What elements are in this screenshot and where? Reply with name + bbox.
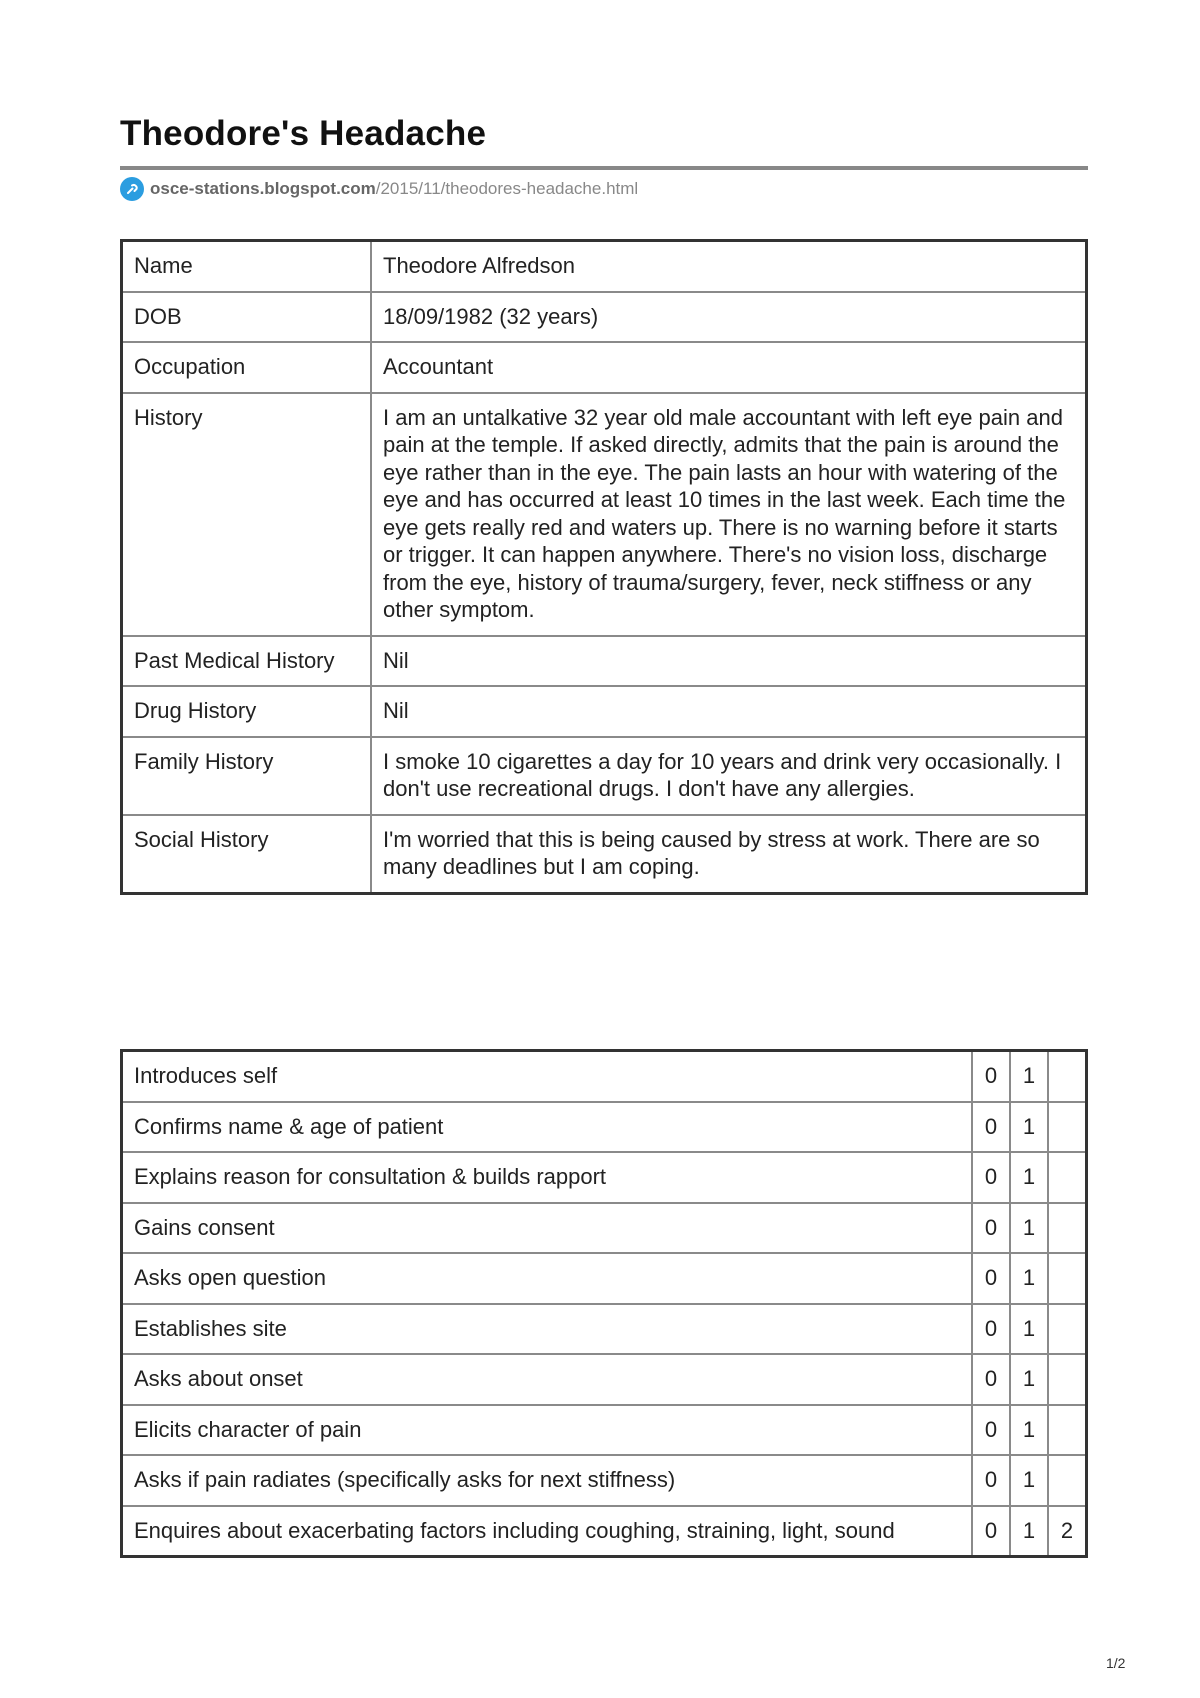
checklist-item: Introduces self [122, 1051, 973, 1102]
score-0: 0 [972, 1102, 1010, 1153]
table-row [122, 393, 1087, 636]
patient-field-value: I am an untalkative 32 year old male accountant with left eye pain and pain at the temple. If asked directly, admits that the pain is around the eye rather than in the eye. The pain lasts an hour with watering of the eye and has occurred at least 10 times in the last week. Each time the eye gets really red and waters up. There is no warning before it starts or trigger. It can happen anywhere. There's no vision loss, discharge from the eye, history of trauma/surgery, fever, neck stiffness or any other symptom. [371, 393, 1087, 636]
checklist-item: Asks if pain radiates (specifically asks for next stiffness) [122, 1455, 973, 1506]
patient-field-value: I smoke 10 cigarettes a day for 10 years and drink very occasionally. I don't use recreational drugs. I don't have any allergies. [371, 737, 1087, 815]
patient-field-value: Accountant [371, 342, 1087, 393]
table-row [122, 292, 1087, 343]
score-2 [1048, 1051, 1087, 1102]
link-icon [120, 177, 144, 201]
table-row [122, 636, 1087, 687]
score-1: 1 [1010, 1506, 1048, 1557]
score-0: 0 [972, 1152, 1010, 1203]
score-1: 1 [1010, 1405, 1048, 1456]
patient-field-value: Nil [371, 686, 1087, 737]
checklist-row [122, 1405, 1087, 1456]
patient-field-value: Theodore Alfredson [371, 241, 1087, 292]
score-1: 1 [1010, 1253, 1048, 1304]
score-2 [1048, 1102, 1087, 1153]
score-2: 2 [1048, 1506, 1087, 1557]
checklist-row [122, 1102, 1087, 1153]
checklist-row [122, 1051, 1087, 1102]
checklist-table [120, 1049, 1088, 1558]
table-row [122, 737, 1087, 815]
patient-field-label: Family History [122, 737, 372, 815]
checklist-row [122, 1253, 1087, 1304]
score-1: 1 [1010, 1152, 1048, 1203]
patient-field-label: Occupation [122, 342, 372, 393]
page-title: Theodore's Headache [120, 114, 487, 153]
score-2 [1048, 1304, 1087, 1355]
table-row [122, 241, 1087, 292]
patient-field-label: History [122, 393, 372, 636]
score-2 [1048, 1405, 1087, 1456]
score-1: 1 [1010, 1304, 1048, 1355]
checklist-row [122, 1506, 1087, 1557]
table-row [122, 815, 1087, 894]
checklist-row [122, 1354, 1087, 1405]
table-row [122, 342, 1087, 393]
checklist-row [122, 1203, 1087, 1254]
checklist-item: Elicits character of pain [122, 1405, 973, 1456]
patient-field-label: Name [122, 241, 372, 292]
patient-field-label: Social History [122, 815, 372, 894]
score-1: 1 [1010, 1051, 1048, 1102]
checklist-row [122, 1152, 1087, 1203]
score-1: 1 [1010, 1354, 1048, 1405]
patient-field-label: Past Medical History [122, 636, 372, 687]
score-0: 0 [972, 1455, 1010, 1506]
source-url[interactable] [120, 176, 638, 202]
score-2 [1048, 1354, 1087, 1405]
patient-field-value: Nil [371, 636, 1087, 687]
score-0: 0 [972, 1051, 1010, 1102]
patient-field-value: 18/09/1982 (32 years) [371, 292, 1087, 343]
patient-info-table [120, 239, 1088, 895]
title-divider [120, 166, 1088, 170]
table-row [122, 686, 1087, 737]
patient-field-value: I'm worried that this is being caused by stress at work. There are so many deadlines but I am coping. [371, 815, 1087, 894]
page-number: 1/2 [1106, 1655, 1126, 1671]
score-2 [1048, 1152, 1087, 1203]
score-2 [1048, 1203, 1087, 1254]
score-2 [1048, 1455, 1087, 1506]
score-0: 0 [972, 1203, 1010, 1254]
checklist-row [122, 1455, 1087, 1506]
score-1: 1 [1010, 1203, 1048, 1254]
score-1: 1 [1010, 1102, 1048, 1153]
source-host[interactable]: osce-stations.blogspot.com [150, 179, 376, 198]
score-0: 0 [972, 1506, 1010, 1557]
checklist-item: Establishes site [122, 1304, 973, 1355]
score-0: 0 [972, 1253, 1010, 1304]
checklist-item: Asks open question [122, 1253, 973, 1304]
checklist-item: Enquires about exacerbating factors including coughing, straining, light, sound [122, 1506, 973, 1557]
source-path[interactable]: /2015/11/theodores-headache.html [375, 179, 639, 198]
checklist-row [122, 1304, 1087, 1355]
patient-field-label: Drug History [122, 686, 372, 737]
checklist-item: Asks about onset [122, 1354, 973, 1405]
patient-field-label: DOB [122, 292, 372, 343]
score-0: 0 [972, 1405, 1010, 1456]
checklist-item: Confirms name & age of patient [122, 1102, 973, 1153]
checklist-item: Gains consent [122, 1203, 973, 1254]
score-1: 1 [1010, 1455, 1048, 1506]
score-0: 0 [972, 1354, 1010, 1405]
checklist-item: Explains reason for consultation & builds rapport [122, 1152, 973, 1203]
score-0: 0 [972, 1304, 1010, 1355]
score-2 [1048, 1253, 1087, 1304]
